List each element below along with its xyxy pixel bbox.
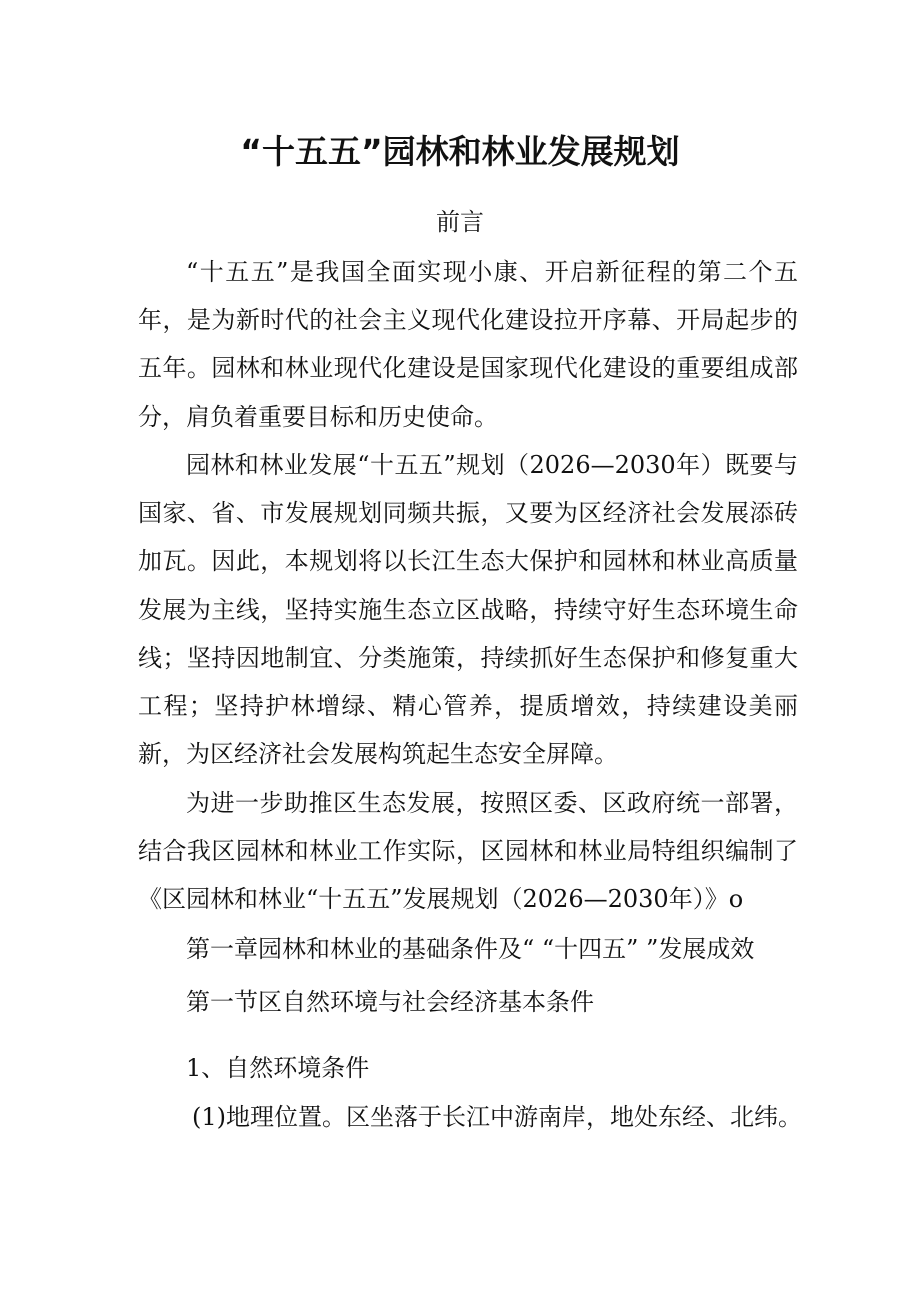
paragraph-1: “十五五”是我国全面实现小康、开启新征程的第二个五年，是为新时代的社会主义现代化建设拉开序幕、开局起步的五年。园林和林业现代化建设是国家现代化建设的重要组成部分，肩负着重要目标和历史使命。 bbox=[138, 258, 798, 431]
chapter-heading: 第一章园林和林业的基础条件及“ “十四五” ”发展成效 bbox=[186, 935, 755, 963]
preface-heading: 前言 bbox=[436, 208, 484, 236]
paragraph-3: 为进一步助推区生态发展，按照区委、区政府统一部署，结合我区园林和林业工作实际，区园林和林业局特组织编制了《区园林和林业“十五五”发展规划（2026—2030年）》o bbox=[138, 789, 798, 914]
document-title: “十五五”园林和林业发展规划 bbox=[240, 132, 680, 171]
section-heading: 第一节区自然环境与社会经济基本条件 bbox=[186, 988, 594, 1016]
item-heading: 1、自然环境条件 bbox=[186, 1054, 370, 1082]
subitem-text: (1)地理位置。区坐落于长江中游南岸，地处东经、北纬。 bbox=[192, 1103, 802, 1131]
paragraph-2: 园林和林业发展“十五五”规划（2026—2030年）既要与国家、省、市发展规划同频共振，又要为区经济社会发展添砖加瓦。因此，本规划将以长江生态大保护和园林和林业高质量发展为主线，坚持实施生态立区战略，持续守好生态环境生命线；坚持因地制宜、分类施策，持续抓好生态保护和修复重大工程；坚持护林增绿、精心管养，提质增效，持续建设美丽新，为区经济社会发展构筑起生态安全屏障。 bbox=[138, 451, 798, 769]
